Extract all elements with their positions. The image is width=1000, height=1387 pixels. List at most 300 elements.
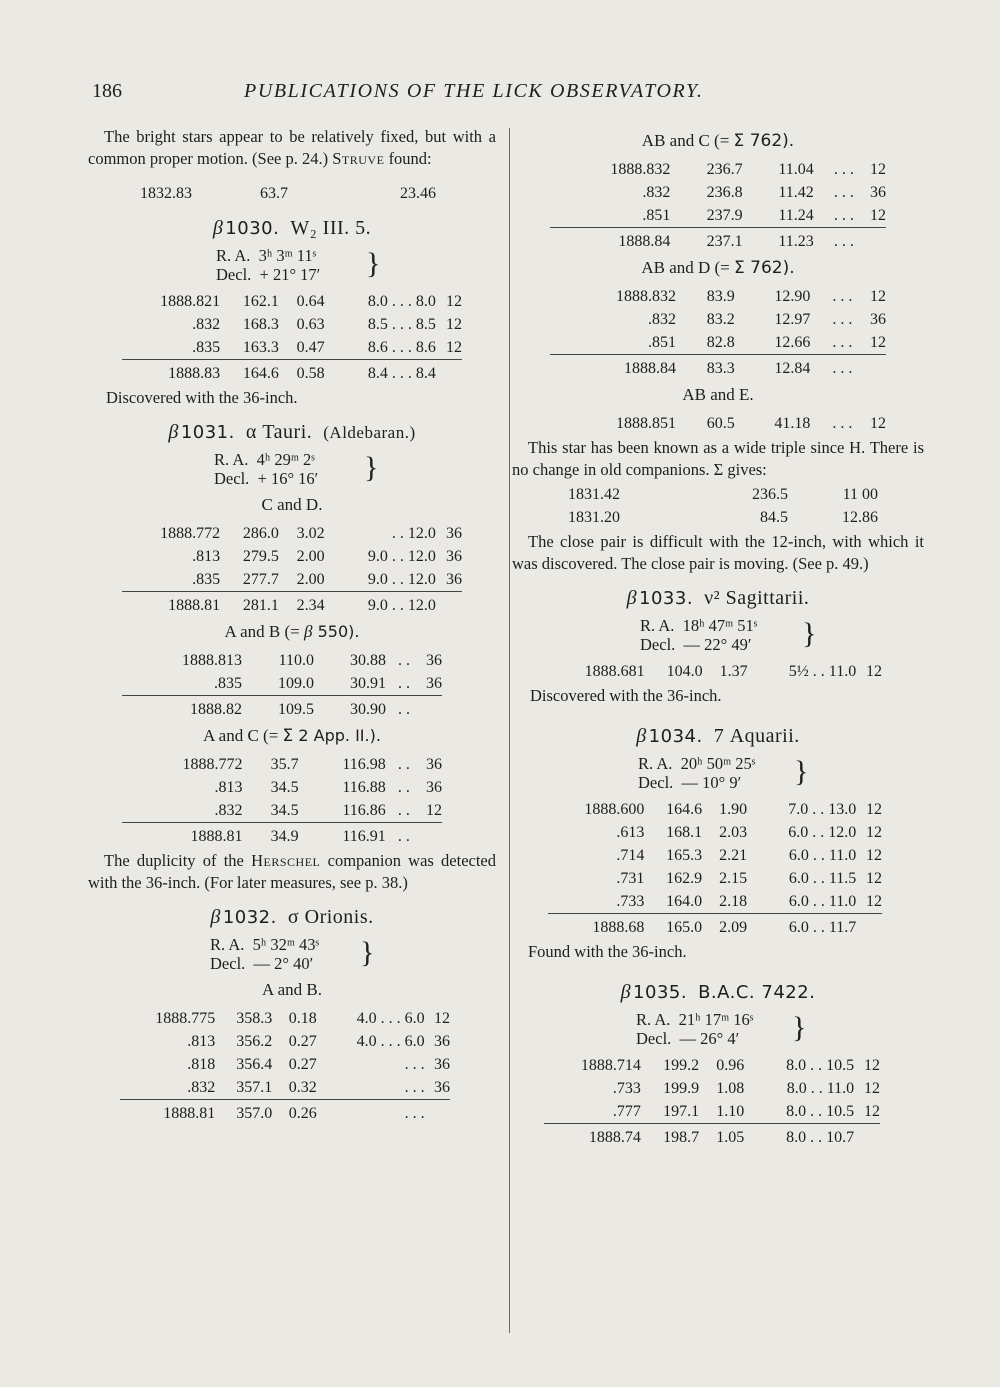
epoch: .731	[616, 870, 645, 887]
mean-row	[122, 823, 442, 849]
epoch: .851	[642, 207, 671, 224]
distance: 12.90	[774, 288, 811, 305]
epoch: 1888.832	[616, 288, 676, 305]
ra-value: 5ʰ 32ᵐ 43ˢ	[252, 935, 320, 954]
epoch: 1888.600	[584, 801, 645, 818]
table-row	[122, 313, 462, 336]
brace: }	[802, 617, 817, 650]
distance: 1.08	[716, 1080, 745, 1097]
ra-value: 18ʰ 47ᵐ 51ˢ	[682, 616, 758, 635]
aperture: 12	[446, 339, 462, 356]
position-angle: 34.5	[270, 779, 299, 796]
position-angle: 237.1	[670, 228, 742, 254]
distance: 11.04	[778, 161, 814, 178]
position-angle: 199.2	[663, 1057, 700, 1074]
coordinates-1034	[638, 754, 924, 792]
measures-table-ac	[122, 753, 442, 848]
table-row	[550, 412, 886, 435]
magnitudes: . .	[398, 675, 410, 692]
aperture: 12	[870, 161, 886, 178]
mean-row	[122, 592, 462, 618]
magnitudes: 9.0 . . 12.0	[367, 571, 436, 588]
magnitudes: 7.0 . . 13.0	[788, 801, 857, 818]
magnitudes: 4.0 . . . 6.0	[356, 1033, 425, 1050]
distance: 1.90	[719, 801, 748, 818]
position-angle: 165.0	[644, 914, 702, 940]
aperture	[410, 823, 442, 849]
magnitudes: 6.0 . . 11.7	[747, 914, 856, 940]
distance: 116.86	[342, 802, 386, 819]
measures-table-1030	[122, 290, 462, 385]
star-name: W₂ III. 5.	[290, 217, 372, 239]
distance: 11.42	[778, 184, 814, 201]
decl-value: + 16° 16′	[257, 469, 319, 488]
epoch: .813	[192, 548, 221, 565]
distance: 1.10	[716, 1103, 745, 1120]
position-angle: 168.1	[666, 824, 703, 841]
brace: }	[366, 247, 381, 280]
position-angle: 110.0	[278, 652, 314, 669]
magnitudes: . . .	[317, 1100, 425, 1126]
epoch: .851	[648, 334, 676, 351]
position-angle: 83.3	[676, 355, 735, 381]
note-1034: Found with the 36-inch.	[528, 942, 687, 961]
distance: 116.98	[342, 756, 386, 773]
note-1033: Discovered with the 36-inch.	[530, 686, 722, 705]
position-angle: 164.6	[220, 360, 279, 386]
subtitle-ac	[88, 725, 496, 747]
distance: 3.02	[296, 525, 325, 542]
position-angle: 162.1	[242, 293, 279, 310]
position-angle: 356.2	[236, 1033, 273, 1050]
distance: 12.66	[774, 334, 811, 351]
decl-label: Decl.	[210, 954, 246, 973]
distance: 11.24	[778, 207, 814, 224]
table-row	[568, 483, 878, 506]
subtitle-ref: 762).	[744, 131, 795, 151]
distance: 2.03	[719, 824, 748, 841]
position-angle: 162.9	[666, 870, 703, 887]
brace: }	[794, 755, 809, 788]
table-row	[550, 204, 886, 228]
aperture: 36	[426, 675, 442, 692]
magnitudes: . . .	[404, 1056, 425, 1073]
note-text: companion was detected with the 36-inch. (For later measures, see p. 38.)	[88, 851, 497, 892]
table-row	[548, 821, 882, 844]
magnitudes: . . .	[833, 184, 854, 201]
epoch: .832	[642, 184, 671, 201]
coordinates-1032	[210, 935, 496, 973]
decl-label: Decl.	[640, 635, 676, 654]
aperture	[410, 696, 442, 722]
subtitle-ref: 2 App. II.).	[293, 726, 381, 745]
distance: 1.37	[719, 663, 748, 680]
epoch: 1888.83	[122, 360, 220, 386]
subtitle-prefix: A and C (=	[203, 726, 283, 745]
magnitudes: . . .	[832, 415, 853, 432]
ra-label: R. A.	[636, 1010, 671, 1029]
distance: 2.34	[279, 592, 325, 618]
epoch: .777	[612, 1103, 641, 1120]
position-angle: 83.9	[706, 288, 735, 305]
position-angle: 236.8	[706, 184, 743, 201]
aperture	[856, 914, 882, 940]
aperture: 12	[870, 334, 886, 351]
measures-table-ab-e	[550, 412, 886, 435]
herschel-name: Herschel	[251, 851, 321, 870]
distance: 30.90	[314, 696, 386, 722]
brace: }	[364, 451, 379, 484]
struve-name: Struve	[332, 149, 385, 168]
star-title-1030	[88, 217, 496, 240]
table-row	[544, 1100, 880, 1124]
star-name: α Tauri.	[245, 421, 313, 443]
epoch: .613	[616, 824, 645, 841]
position-angle: 277.7	[242, 571, 279, 588]
table-row	[122, 290, 462, 313]
measures-table-1035	[544, 1054, 880, 1149]
decl-label: Decl.	[214, 469, 250, 488]
position-angle: 237.9	[706, 207, 743, 224]
position-angle: 109.5	[242, 696, 314, 722]
table-row	[548, 798, 882, 821]
brace: }	[360, 936, 375, 969]
measures-table-1033	[548, 660, 882, 683]
distance: 2.21	[719, 847, 748, 864]
intro-paragraph	[88, 126, 496, 170]
position-angle: 356.4	[236, 1056, 273, 1073]
aperture: 12	[864, 1103, 880, 1120]
epoch: .832	[214, 802, 243, 819]
epoch: .813	[214, 779, 243, 796]
distance: 12.97	[774, 311, 811, 328]
close-pair-note: The close pair is difficult with the 12-inch, with which it was discovered. The close pair is moving. (See p. 49.)	[512, 532, 924, 573]
magnitudes: . .	[386, 696, 410, 722]
table-row	[122, 776, 442, 799]
distance: 11.23	[743, 228, 814, 254]
aperture: 36	[434, 1056, 450, 1073]
epoch: 1888.813	[182, 652, 242, 669]
mean-row	[544, 1124, 880, 1150]
star-number: 1035.	[633, 982, 688, 1003]
table-row	[544, 1054, 880, 1077]
ra-value: 4ʰ 29ᵐ 2ˢ	[256, 450, 315, 469]
epoch: 1888.74	[544, 1124, 641, 1150]
mean-row	[122, 696, 442, 722]
table-row	[122, 568, 462, 592]
magnitudes: . .	[398, 652, 410, 669]
position-angle: 34.5	[270, 802, 299, 819]
aperture: 12	[866, 870, 882, 887]
magnitudes: . .	[386, 823, 410, 849]
distance: 0.47	[296, 339, 325, 356]
position-angle: 357.0	[215, 1100, 272, 1126]
coordinates-1033	[640, 616, 924, 654]
aperture: 36	[434, 1079, 450, 1096]
position-angle: 63.7	[260, 185, 288, 202]
magnitudes: 6.0 . . 11.5	[788, 870, 857, 887]
epoch: .832	[648, 311, 676, 328]
table-row	[550, 308, 886, 331]
position-angle: 198.7	[641, 1124, 699, 1150]
table-row	[122, 799, 442, 823]
struve-measure-table	[140, 182, 436, 205]
magnitudes: 8.0 . . . 8.0	[367, 293, 436, 310]
aperture: 12	[864, 1080, 880, 1097]
sigma-symbol: Σ	[734, 258, 745, 278]
star-number: 1033.	[639, 588, 694, 609]
decl-value: — 22° 49′	[683, 635, 752, 654]
note-1031	[88, 850, 496, 894]
table-row	[122, 753, 442, 776]
mean-row	[550, 355, 886, 381]
coordinates-1030	[216, 246, 496, 284]
distance: 116.91	[299, 823, 386, 849]
sigma-symbol: Σ	[282, 726, 294, 746]
epoch: .832	[187, 1079, 216, 1096]
beta-symbol: β	[620, 981, 632, 1003]
epoch: .714	[616, 847, 645, 864]
mean-row	[548, 914, 882, 940]
ra-value: 20ʰ 50ᵐ 25ˢ	[680, 754, 756, 773]
position-angle: 164.6	[666, 801, 703, 818]
epoch: 1888.775	[155, 1010, 216, 1027]
aperture: 36	[426, 779, 442, 796]
note-text: The duplicity of the	[104, 851, 244, 870]
position-angle: 35.7	[270, 756, 299, 773]
magnitudes: 6.0 . . 11.0	[788, 893, 857, 910]
position-angle: 104.0	[666, 663, 703, 680]
position-angle: 286.0	[242, 525, 279, 542]
epoch: .835	[192, 339, 221, 356]
star-title-1035	[512, 981, 924, 1004]
epoch: 1831.42	[568, 486, 620, 503]
epoch: .832	[192, 316, 221, 333]
star-title-1031	[88, 421, 496, 444]
aperture: 36	[446, 525, 462, 542]
magnitudes: . . .	[833, 207, 854, 224]
distance: 12.86	[842, 509, 878, 526]
magnitudes: . . .	[832, 311, 853, 328]
subtitle-ab-e: AB and E.	[682, 385, 754, 404]
epoch: 1888.84	[550, 228, 670, 254]
magnitudes: . .	[397, 779, 410, 796]
distance: 0.96	[716, 1057, 745, 1074]
note-1030: Discovered with the 36-inch.	[106, 388, 298, 407]
distance: 0.27	[288, 1056, 317, 1073]
intro-found: found:	[388, 149, 432, 168]
magnitudes: 6.0 . . 12.0	[788, 824, 857, 841]
distance: 12.84	[735, 355, 811, 381]
epoch: 1888.82	[122, 696, 242, 722]
star-number: 1031.	[180, 422, 235, 443]
magnitudes: . .	[397, 802, 410, 819]
subtitle-cd: C and D.	[261, 495, 323, 514]
subtitle-ab-d	[512, 257, 924, 279]
beta-symbol: β	[212, 217, 224, 239]
distance: 23.46	[400, 185, 436, 202]
aperture	[854, 228, 886, 254]
table-row	[122, 336, 462, 360]
measures-table-ab	[122, 649, 442, 721]
position-angle: 109.0	[278, 675, 314, 692]
magnitudes: . . .	[810, 355, 852, 381]
table-row	[122, 522, 462, 545]
position-angle: 358.3	[236, 1010, 273, 1027]
position-angle: 357.1	[236, 1079, 273, 1096]
beta-symbol: β	[168, 421, 179, 443]
distance: 0.27	[288, 1033, 317, 1050]
magnitudes: 8.0 . . 11.0	[786, 1080, 855, 1097]
ra-value: 3ʰ 3ᵐ 11ˢ	[258, 246, 317, 265]
decl-value: + 21° 17′	[259, 265, 321, 284]
distance: 0.63	[296, 316, 325, 333]
position-angle: 165.3	[666, 847, 703, 864]
magnitudes: 8.0 . . 10.7	[744, 1124, 854, 1150]
table-row	[548, 890, 882, 914]
aperture: 36	[434, 1033, 450, 1050]
table-row	[122, 649, 442, 672]
table-row	[548, 867, 882, 890]
measures-table-cd	[122, 522, 462, 617]
position-angle: 83.2	[706, 311, 735, 328]
epoch: 1888.84	[550, 355, 676, 381]
aperture: 12	[446, 316, 462, 333]
aperture: 12	[870, 415, 886, 432]
position-angle: 236.7	[706, 161, 743, 178]
epoch: 1888.832	[610, 161, 671, 178]
magnitudes: 5½ . . 11.0	[788, 663, 857, 680]
star-title-1033	[512, 587, 924, 610]
epoch: .835	[192, 571, 221, 588]
epoch: 1831.20	[568, 509, 620, 526]
table-row	[140, 182, 436, 205]
epoch: 1888.681	[584, 663, 645, 680]
distance: 11 00	[842, 486, 878, 503]
magnitudes: 8.5 . . . 8.5	[367, 316, 436, 333]
aperture: 12	[866, 847, 882, 864]
magnitudes: . . 12.0	[391, 525, 436, 542]
magnitudes: . . .	[814, 228, 854, 254]
subtitle-prefix: A and B (=	[224, 622, 305, 641]
table-row	[550, 181, 886, 204]
position-angle: 84.5	[760, 509, 788, 526]
right-column	[512, 124, 924, 1151]
aperture: 36	[446, 548, 462, 565]
distance: 2.15	[719, 870, 748, 887]
distance: 0.26	[272, 1100, 316, 1126]
magnitudes: 8.0 . . 10.5	[786, 1103, 855, 1120]
intro-text: The bright stars appear to be relatively fixed, but with a common proper motion. (See p. 24.)	[88, 127, 496, 168]
subtitle-ref: 550).	[312, 622, 360, 641]
table-row	[120, 1007, 450, 1030]
decl-label: Decl.	[638, 773, 674, 792]
position-angle: 60.5	[706, 415, 735, 432]
star-name: B.A.C. 7422.	[698, 982, 816, 1003]
epoch: 1888.821	[160, 293, 221, 310]
epoch: 1888.772	[182, 756, 243, 773]
table-row	[548, 660, 882, 683]
aperture: 12	[434, 1010, 450, 1027]
ra-label: R. A.	[216, 246, 251, 265]
distance: 0.32	[288, 1079, 317, 1096]
magnitudes: . . .	[832, 334, 853, 351]
epoch: 1888.851	[616, 415, 676, 432]
mean-row	[550, 228, 886, 254]
distance: 2.00	[296, 548, 325, 565]
ra-label: R. A.	[210, 935, 245, 954]
star-name: 7 Aquarii.	[713, 725, 800, 747]
position-angle: 82.8	[706, 334, 735, 351]
table-row	[550, 158, 886, 181]
aperture: 36	[446, 571, 462, 588]
decl-value: — 26° 4′	[679, 1029, 740, 1048]
aperture: 36	[426, 756, 442, 773]
aperture: 12	[446, 293, 462, 310]
star-title-1032	[88, 906, 496, 929]
distance: 41.18	[774, 415, 811, 432]
page-number: 186	[92, 80, 122, 102]
aperture: 12	[870, 207, 886, 224]
star-name: σ Orionis.	[287, 906, 374, 928]
distance: 2.09	[702, 914, 747, 940]
beta-symbol: β	[636, 725, 647, 747]
aperture: 12	[426, 802, 442, 819]
ra-label: R. A.	[640, 616, 675, 635]
distance: 116.88	[342, 779, 386, 796]
position-angle: 34.9	[242, 823, 298, 849]
magnitudes: 8.4 . . . 8.4	[325, 360, 436, 386]
epoch: 1888.81	[120, 1100, 215, 1126]
star-number: 1034.	[648, 726, 703, 747]
aperture: 36	[426, 652, 442, 669]
table-row	[122, 672, 442, 696]
subtitle-ab-c	[512, 130, 924, 152]
left-column	[88, 124, 496, 1127]
epoch: .733	[612, 1080, 641, 1097]
epoch: .733	[616, 893, 645, 910]
position-angle: 236.5	[752, 486, 788, 503]
triple-note: This star has been known as a wide triple since H. There is no change in old companions. Σ gives:	[512, 438, 924, 479]
sigma-symbol: Σ	[733, 131, 745, 151]
position-angle: 281.1	[220, 592, 279, 618]
ra-label: R. A.	[214, 450, 249, 469]
sigma-measures-table	[568, 483, 878, 529]
subtitle-ab	[88, 621, 496, 643]
magnitudes: . . .	[404, 1079, 425, 1096]
decl-label: Decl.	[216, 265, 252, 284]
epoch: 1888.772	[160, 525, 221, 542]
aperture	[852, 355, 886, 381]
magnitudes: 6.0 . . 11.0	[788, 847, 857, 864]
magnitudes: . .	[397, 756, 410, 773]
measures-table-ab-c	[550, 158, 886, 253]
beta-symbol: β	[626, 587, 638, 609]
epoch: 1888.81	[122, 592, 220, 618]
magnitudes: . . .	[832, 288, 853, 305]
distance: 0.58	[279, 360, 325, 386]
magnitudes: 4.0 . . . 6.0	[356, 1010, 425, 1027]
decl-value: — 2° 40′	[253, 954, 314, 973]
aperture	[425, 1100, 450, 1126]
measures-table-1032	[120, 1007, 450, 1125]
star-number: 1030.	[225, 218, 280, 239]
star-number: 1032.	[222, 907, 277, 928]
distance: 0.18	[288, 1010, 317, 1027]
epoch: 1888.714	[580, 1057, 641, 1074]
table-row	[550, 331, 886, 355]
position-angle: 279.5	[242, 548, 279, 565]
